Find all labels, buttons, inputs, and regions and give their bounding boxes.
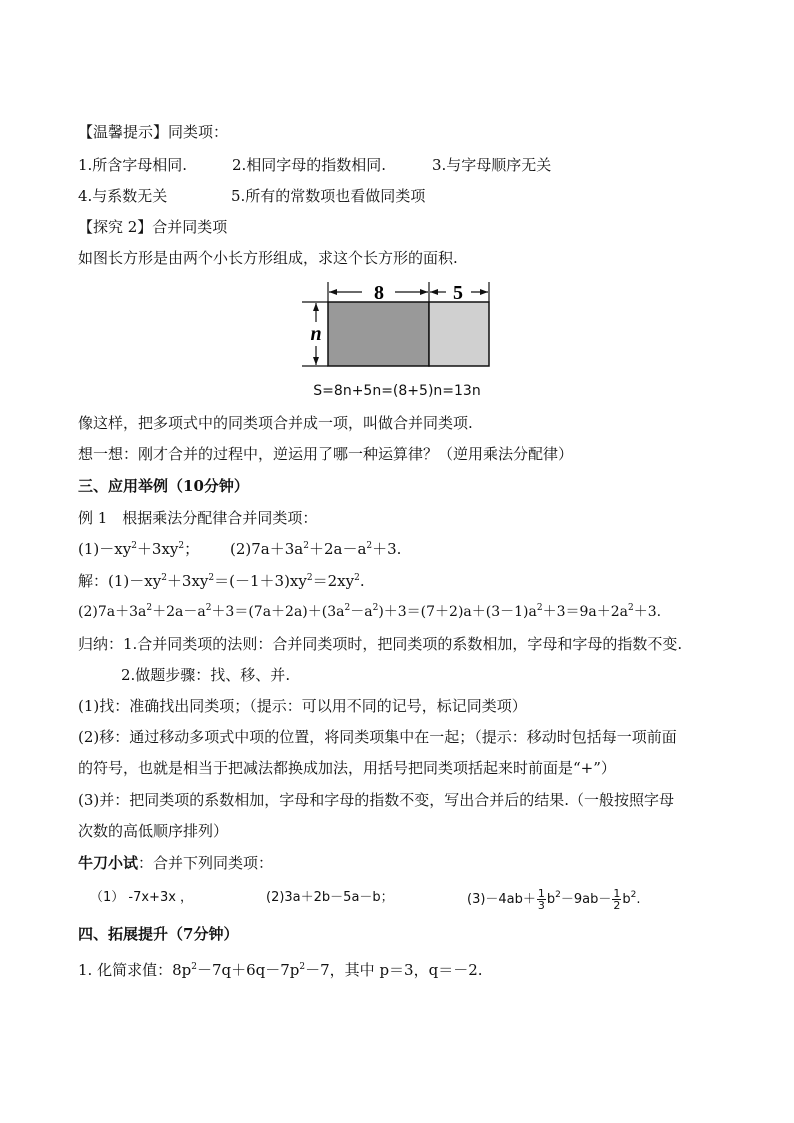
fraction-one-third: $\frac{1}{3}$ bbox=[537, 887, 545, 912]
problem-line bbox=[78, 539, 402, 559]
step-combine-1: (3)并：把同类项的系数相加，字母和字母的指数不变，写出合并后的结果.（一般按照字母 bbox=[78, 791, 675, 809]
rectangle-diagram bbox=[300, 280, 500, 370]
arrow-left-icon bbox=[329, 289, 337, 295]
label-n: n bbox=[310, 323, 322, 345]
step-move-2: 的符号，也就是相当于把减法都换成加法，用括号把同类项括起来时前面是“+”） bbox=[78, 759, 616, 777]
tip-item-3: 3.与字母顺序无关 bbox=[432, 156, 552, 174]
rect-right bbox=[429, 302, 489, 366]
explore-question: 如图长方形是由两个小长方形组成，求这个长方形的面积. bbox=[78, 249, 458, 267]
exercise-1: （1） -7x+3x ， bbox=[90, 890, 194, 905]
explore-header: 【探究 2】合并同类项 bbox=[78, 218, 228, 236]
practice-label: 牛刀小试 bbox=[78, 854, 139, 872]
arrow-right-icon bbox=[480, 289, 488, 295]
summary-rule: 归纳：1.合并同类项的法则：合并同类项时，把同类项的系数相加，字母和字母的指数不变. bbox=[78, 635, 683, 653]
arrow-right-icon bbox=[420, 289, 428, 295]
tip-line-1 bbox=[78, 155, 552, 175]
example-1: 例 1 根据乘法分配律合并同类项： bbox=[78, 509, 318, 527]
practice-header bbox=[78, 853, 273, 873]
rect-left bbox=[328, 302, 429, 366]
tip-header: 【温馨提示】同类项： bbox=[78, 123, 229, 141]
arrow-down-icon bbox=[313, 357, 319, 365]
definition-text: 像这样，把多项式中的同类项合并成一项，叫做合并同类项. bbox=[78, 414, 473, 432]
tip-item-1: 1.所含字母相同. bbox=[78, 156, 188, 174]
solution-2: $(2)7a+3a^2+2a-a^2+3=(7a+2a)+(3a^2-a^2)+3=(7+2)a+(3-1)a^2+3=9a+2a^2+3$. bbox=[78, 603, 662, 620]
practice-instruction: ：合并下列同类项： bbox=[138, 854, 274, 872]
tip-item-4: 4.与系数无关 bbox=[78, 187, 168, 205]
question-1: 1. 化简求值：$8p^2-7q+6q-7p^2-7$，其中 p＝3，q＝－2. bbox=[78, 961, 483, 979]
summary-steps: 2.做题步骤：找、移、并. bbox=[121, 666, 291, 684]
section3-title: 三、应用举例（10分钟） bbox=[78, 477, 249, 495]
fraction-one-half: $\frac{1}{2}$ bbox=[613, 887, 621, 912]
tip-item-2: 2.相同字母的指数相同. bbox=[232, 156, 387, 174]
exercise-2: (2)3a＋2b－5a－b； bbox=[266, 890, 394, 905]
step-find: (1)找：准确找出同类项；（提示：可以用不同的记号，标记同类项） bbox=[78, 697, 527, 715]
label-8: 8 bbox=[374, 282, 384, 304]
section4-title: 四、拓展提升（7分钟） bbox=[78, 925, 239, 943]
tip-line-2 bbox=[78, 186, 426, 206]
arrow-left-icon bbox=[430, 289, 438, 295]
think-text: 想一想：刚才合并的过程中，逆运用了哪一种运算律？（逆用乘法分配律） bbox=[78, 445, 574, 463]
problem-1: $(1)-xy^2+3xy^2$； bbox=[78, 540, 200, 558]
rectangle-figure bbox=[300, 280, 500, 374]
figure-caption: S=8n+5n=(8+5)n=13n bbox=[313, 383, 481, 399]
arrow-up-icon bbox=[313, 303, 319, 311]
tip-item-5: 5.所有的常数项也看做同类项 bbox=[231, 187, 426, 205]
step-move-1: (2)移：通过移动多项式中项的位置，将同类项集中在一起；（提示：移动时包括每一项前面 bbox=[78, 728, 677, 746]
solution-1: 解：$(1)-xy^2+3xy^2=(-1+3)xy^2=2xy^2$. bbox=[78, 572, 365, 590]
label-5: 5 bbox=[453, 282, 463, 304]
exercise-3: (3)－4ab＋ $\frac{1}{3}$ $b^2-9ab-$ $\frac{1}{2}$ $b^2$. bbox=[467, 887, 641, 912]
step-combine-2: 次数的高低顺序排列） bbox=[78, 822, 229, 840]
problem-2: $(2)7a+3a^2+2a-a^2+3$. bbox=[230, 540, 402, 558]
